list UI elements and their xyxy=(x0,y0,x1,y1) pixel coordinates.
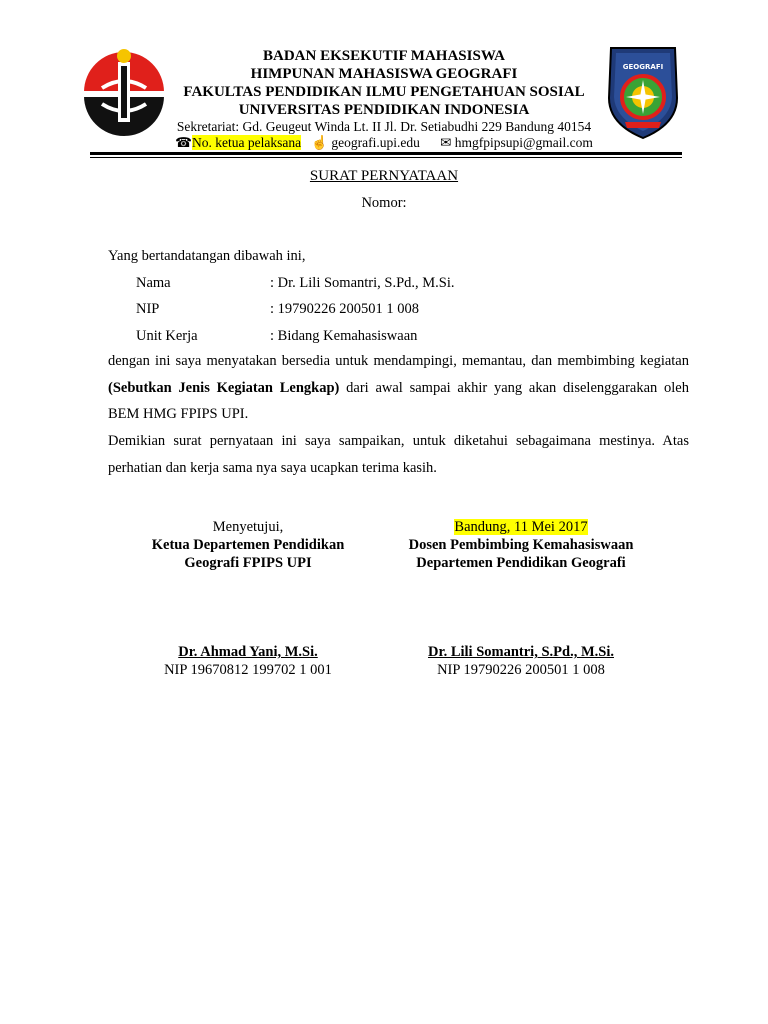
right-signatory-name: Dr. Lili Somantri, S.Pd., M.Si. xyxy=(428,644,614,660)
closing-paragraph: Demikian surat pernyataan ini saya sampaikan, untuk diketahui sebagaimana mestinya. Atas perhatian dan kerja sama nya saya ucapkan terima kasih. xyxy=(108,433,689,476)
left-role-line1: Ketua Departemen Pendidikan xyxy=(151,537,345,553)
phone-icon: ☎ xyxy=(175,135,192,150)
header-rule-thick xyxy=(90,152,682,155)
document-title: SURAT PERNYATAAN xyxy=(309,168,459,184)
left-signature-block xyxy=(108,518,388,572)
left-signatory-name: Dr. Ahmad Yani, M.Si. xyxy=(178,644,318,660)
envelope-icon: ✉ xyxy=(440,135,452,150)
left-role-line2: Geografi FPIPS UPI xyxy=(184,555,312,571)
pointer-icon: ☝ xyxy=(311,135,329,150)
letter-date: Bandung, 11 Mei 2017 xyxy=(454,519,588,535)
right-signatory xyxy=(380,643,662,679)
right-role-line1: Dosen Pembimbing Kemahasiswaan xyxy=(408,537,634,553)
website-link[interactable]: geografi.upi.edu xyxy=(331,135,420,150)
letterhead-line1: BADAN EKSEKUTIF MAHASISWA xyxy=(263,48,505,64)
field-label: Nama xyxy=(136,275,171,291)
field-value: : 19790226 200501 1 008 xyxy=(270,301,420,317)
letterhead-line3: FAKULTAS PENDIDIKAN ILMU PENGETAHUAN SOSIAL xyxy=(183,84,585,100)
phone-text: No. ketua pelaksana xyxy=(191,135,302,150)
right-signature-block xyxy=(380,518,662,572)
field-label: NIP xyxy=(136,301,160,317)
letterhead-address: Sekretariat: Gd. Geugeut Winda Lt. II Jl. Dr. Setiabudhi 229 Bandung 40154 xyxy=(176,119,592,134)
letterhead-line4: UNIVERSITAS PENDIDIKAN INDONESIA xyxy=(238,102,530,118)
document-number: Nomor: xyxy=(361,195,407,211)
letterhead-line2: HIMPUNAN MAHASISWA GEOGRAFI xyxy=(250,66,518,82)
header-rule-thin xyxy=(90,157,682,158)
right-signatory-nip: NIP 19790226 200501 1 008 xyxy=(437,662,605,678)
field-value: : Bidang Kemahasiswaan xyxy=(270,328,418,344)
email-link[interactable]: hmgfpipsupi@gmail.com xyxy=(454,135,593,150)
statement-paragraph: dengan ini saya menyatakan bersedia untuk mendampingi, memantau, dan membimbing kegiatan (Sebutkan Jenis Kegiatan Lengkap) dari awal sampai akhir yang akan diselenggarakan oleh BEM HMG FPIPS UPI. xyxy=(108,353,689,422)
svg-text:GEOGRAFI: GEOGRAFI xyxy=(622,63,664,71)
left-signatory-nip: NIP 19670812 199702 1 001 xyxy=(164,662,332,678)
left-signatory xyxy=(108,643,388,679)
field-label: Unit Kerja xyxy=(136,328,198,344)
activity-placeholder: (Sebutkan Jenis Kegiatan Lengkap) xyxy=(108,379,340,396)
right-role-line2: Departemen Pendidikan Geografi xyxy=(416,555,626,571)
opening-text: Yang bertandatangan dibawah ini, xyxy=(108,248,306,264)
approval-caption: Menyetujui, xyxy=(212,519,284,535)
contact-line xyxy=(0,134,768,151)
field-value: : Dr. Lili Somantri, S.Pd., M.Si. xyxy=(270,275,455,291)
